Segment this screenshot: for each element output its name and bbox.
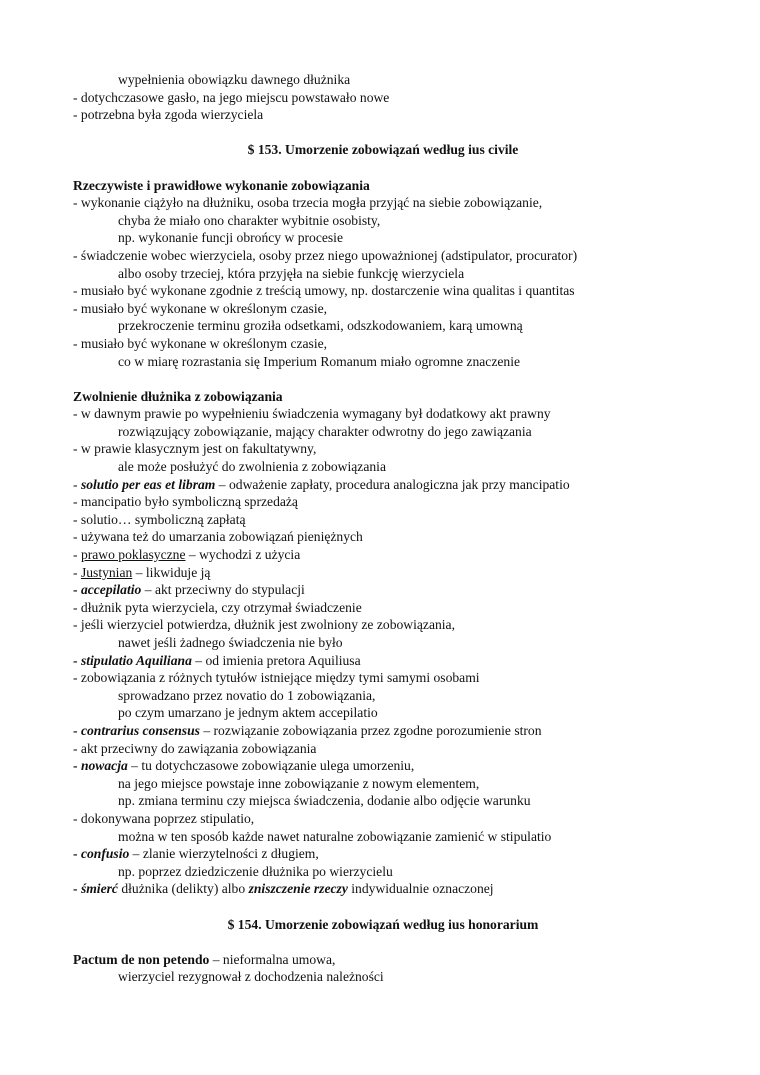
spacer <box>73 370 693 388</box>
text-line: - mancipatio było symboliczną sprzedażą <box>73 494 298 510</box>
document-page <box>73 71 693 986</box>
text-line: - prawo poklasyczne – wychodzi z użycia <box>73 547 301 563</box>
text-line: - potrzebna była zgoda wierzyciela <box>73 107 264 123</box>
section-154-title: $ 154. Umorzenie zobowiązań według ius honorarium <box>227 916 539 932</box>
text-line: sprowadzano przez novatio do 1 zobowiązania, <box>118 687 376 703</box>
term-zniszczenie-rzeczy: zniszczenie rzeczy <box>248 881 348 897</box>
term-stipulatio-aquiliana: stipulatio Aquiliana <box>80 652 192 668</box>
text-line: po czym umarzano je jednym aktem accepilatio <box>118 705 378 721</box>
text-fragment: – nieformalna umowa, <box>209 951 336 967</box>
text-line: przekroczenie terminu groziła odsetkami, odszkodowaniem, karą umowną <box>118 318 523 334</box>
text-fragment: – akt przeciwny do stypulacji <box>141 582 305 598</box>
text-line: - confusio – zlanie wierzytelności z długiem, <box>73 846 319 862</box>
spacer <box>73 159 693 177</box>
text-fragment: – rozwiązanie zobowiązania przez zgodne porozumienie stron <box>199 722 542 738</box>
release-heading: Zwolnienie dłużnika z zobowiązania <box>73 388 283 404</box>
text-line: - musiało być wykonane w określonym czasie, <box>73 335 328 351</box>
text-line: co w miarę rozrastania się Imperium Romanum miało ogromne znaczenie <box>118 353 520 369</box>
performance-heading: Rzeczywiste i prawidłowe wykonanie zobowiązania <box>73 177 370 193</box>
text-fragment: – odważenie zapłaty, procedura analogiczna jak przy mancipatio <box>215 476 570 492</box>
text-fragment: – od imienia pretora Aquiliusa <box>191 652 361 668</box>
spacer <box>73 898 693 916</box>
text-line: albo osoby trzeciej, która przyjęła na siebie funkcję wierzyciela <box>118 265 465 281</box>
text-line: - nowacja – tu dotychczasowe zobowiązanie ulega umorzeniu, <box>73 758 415 774</box>
text-fragment: – tu dotychczasowe zobowiązanie ulega umorzeniu, <box>127 758 415 774</box>
text-fragment: dłużnika (delikty) albo <box>117 881 249 897</box>
text-line: - dotychczasowe gasło, na jego miejscu powstawało nowe <box>73 89 390 105</box>
text-line: - w prawie klasycznym jest on fakultatywny, <box>73 441 317 457</box>
text-line: - Justynian – likwiduje ją <box>73 564 211 580</box>
text-line <box>73 951 693 969</box>
text-line: - solutio… symboliczną zapłatą <box>73 511 246 527</box>
text-line: - contrarius consensus – rozwiązanie zobowiązania przez zgodne porozumienie stron <box>73 722 542 738</box>
text-line: - wykonanie ciążyło na dłużniku, osoba trzecia mogła przyjąć na siebie zobowiązanie, <box>73 195 543 211</box>
term-nowacja: nowacja <box>80 758 128 774</box>
text-line: - jeśli wierzyciel potwierdza, dłużnik jest zwolniony ze zobowiązania, <box>73 617 455 633</box>
term-confusio: confusio <box>80 846 130 862</box>
text-fragment: indywidualnie oznaczonej <box>347 881 494 897</box>
text-fragment: – zlanie wierzytelności z długiem, <box>129 846 319 862</box>
underlined-term: Justynian <box>80 564 133 580</box>
text-line: - dokonywana poprzez stipulatio, <box>73 810 255 826</box>
text-line: np. poprzez dziedziczenie dłużnika po wierzycielu <box>118 863 393 879</box>
spacer <box>73 933 693 951</box>
text-line: na jego miejsce powstaje inne zobowiązanie z nowym elementem, <box>118 775 480 791</box>
text-line: - musiało być wykonane w określonym czasie, <box>73 300 328 316</box>
text-line: - solutio per eas et libram – odważenie zapłaty, procedura analogiczna jak przy mancipatio <box>73 476 570 492</box>
text-line: - świadczenie wobec wierzyciela, osoby przez niego upoważnionej (adstipulator, procurator) <box>73 247 578 263</box>
text-line: - używana też do umarzania zobowiązań pieniężnych <box>73 529 363 545</box>
text-line: można w ten sposób każde nawet naturalne zobowiązanie zamienić w stipulatio <box>118 828 552 844</box>
text-line: wierzyciel rezygnował z dochodzenia należności <box>118 969 384 985</box>
text-line: - accepilatio – akt przeciwny do stypulacji <box>73 582 305 598</box>
text-line: - akt przeciwny do zawiązania zobowiązania <box>73 740 317 756</box>
term-smierc: śmierć <box>80 881 118 897</box>
text-line: nawet jeśli żadnego świadczenia nie było <box>118 635 343 650</box>
text-line: wypełnienia obowiązku dawnego dłużnika <box>118 72 351 87</box>
text-fragment: – likwiduje ją <box>132 564 211 580</box>
term-contrarius-consensus: contrarius consensus <box>80 722 200 738</box>
term-pactum-de-non-petendo: Pactum de non petendo <box>73 951 210 967</box>
text-line: - w dawnym prawie po wypełnieniu świadczenia wymagany był dodatkowy akt prawny <box>73 406 551 422</box>
underlined-term: prawo poklasyczne <box>80 547 186 563</box>
text-line: rozwiązujący zobowiązanie, mający charakter odwrotny do jego zawiązania <box>118 423 532 439</box>
section-153-title: $ 153. Umorzenie zobowiązań według ius civile <box>247 142 519 158</box>
text-line: - zobowiązania z różnych tytułów istniejące między tymi samymi osobami <box>73 670 480 686</box>
term-accepilatio: accepilatio <box>80 582 142 598</box>
text-line: - śmierć dłużnika (delikty) albo zniszczenie rzeczy indywidualnie oznaczonej <box>73 881 494 897</box>
text-line: - stipulatio Aquiliana – od imienia pretora Aquiliusa <box>73 652 361 668</box>
spacer <box>73 124 693 142</box>
text-line: chyba że miało ono charakter wybitnie osobisty, <box>118 212 381 228</box>
term-solutio: solutio per eas et libram <box>80 476 216 492</box>
text-line: - musiało być wykonane zgodnie z treścią umowy, np. dostarczenie wina qualitas i quantitas <box>73 283 575 299</box>
text-line: np. zmiana terminu czy miejsca świadczenia, dodanie albo odjęcie warunku <box>118 793 531 809</box>
text-line: np. wykonanie funcji obrońcy w procesie <box>118 230 343 246</box>
text-line: - dłużnik pyta wierzyciela, czy otrzymał świadczenie <box>73 599 362 615</box>
text-fragment: – wychodzi z użycia <box>185 547 301 563</box>
text-line: ale może posłużyć do zwolnienia z zobowiązania <box>118 459 386 475</box>
